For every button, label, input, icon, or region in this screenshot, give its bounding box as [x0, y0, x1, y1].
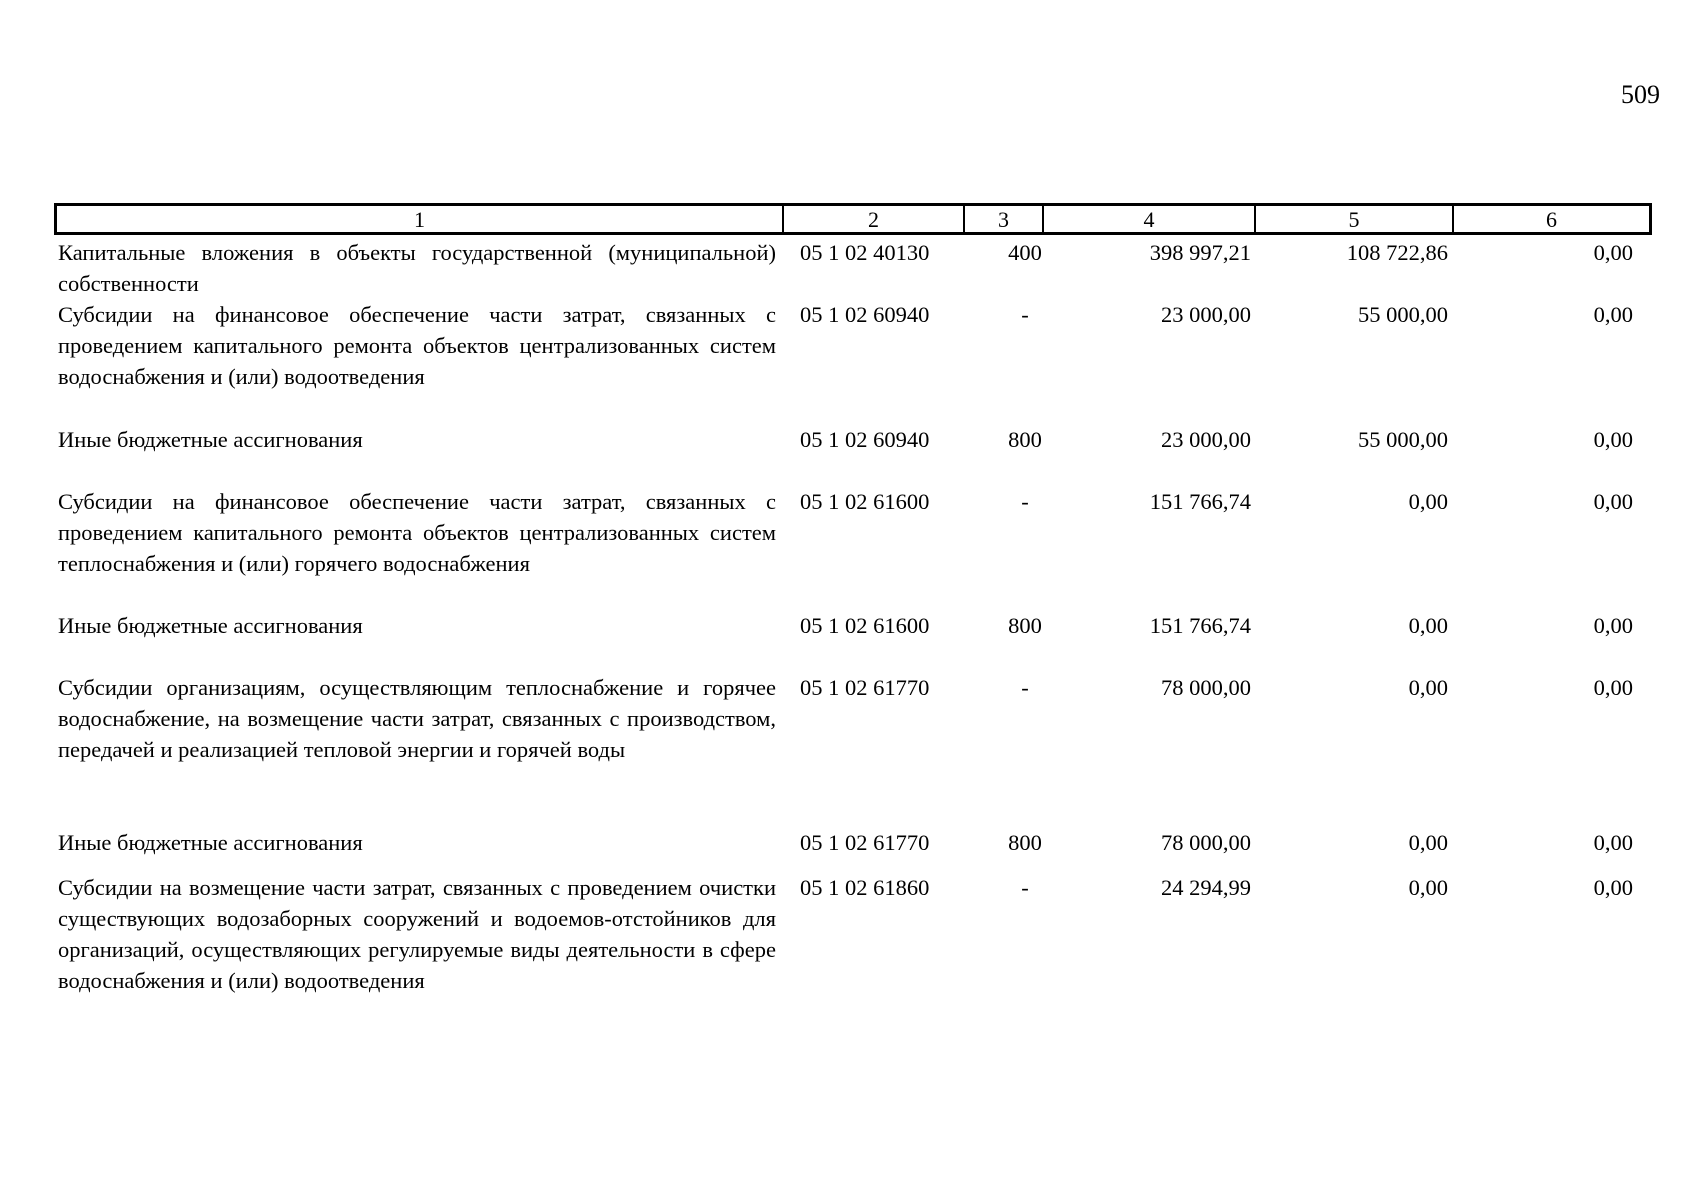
row-expense-type: 800 [1008, 427, 1042, 452]
row-amount-col4: 23 000,00 [1161, 427, 1251, 452]
row-amount-col4: 398 997,21 [1149, 240, 1251, 265]
row-amount-col6: 0,00 [1593, 302, 1633, 327]
row-description: Субсидии на возмещение части затрат, связанных с проведением очистки существующих водозаборных сооружений и водоемов-отстойников для организаций, осуществляющих регулируемые виды деятельности в сфере водоснабжения и (или) водоотведения [58, 875, 776, 993]
row-amount-col5: 0,00 [1408, 830, 1448, 855]
row-amount-col5: 55 000,00 [1358, 302, 1448, 327]
column-header-2: 2 [784, 206, 965, 232]
row-description: Субсидии организациям, осуществляющим теплоснабжение и горячее водоснабжение, на возмещение части затрат, связанных с производством, передачей и реализацией тепловой энергии и горячей воды [58, 675, 776, 762]
row-amount-col6: 0,00 [1593, 240, 1633, 265]
row-expense-type: 400 [1008, 240, 1042, 265]
page-number: 509 [1621, 80, 1660, 109]
row-amount-col5: 0,00 [1408, 613, 1448, 638]
row-code: 05 1 02 61600 [800, 613, 930, 638]
row-amount-col5: 55 000,00 [1358, 427, 1448, 452]
row-amount-col4: 24 294,99 [1161, 875, 1251, 900]
row-description: Иные бюджетные ассигнования [58, 427, 363, 452]
column-header-4: 4 [1044, 206, 1256, 232]
row-description: Субсидии на финансовое обеспечение части затрат, связанных с проведением капитального ремонта объектов централизованных систем теплоснабжения и (или) горячего водоснабжения [58, 489, 776, 576]
row-amount-col4: 78 000,00 [1161, 675, 1251, 700]
row-amount-col6: 0,00 [1593, 675, 1633, 700]
row-amount-col5: 0,00 [1408, 489, 1448, 514]
row-amount-col6: 0,00 [1593, 489, 1633, 514]
row-amount-col5: 0,00 [1408, 675, 1448, 700]
column-header-3: 3 [965, 206, 1044, 232]
row-amount-col6: 0,00 [1593, 875, 1633, 900]
row-expense-type: 800 [1008, 830, 1042, 855]
row-code: 05 1 02 60940 [800, 302, 930, 327]
row-amount-col5: 108 722,86 [1346, 240, 1448, 265]
row-code: 05 1 02 40130 [800, 240, 930, 265]
row-expense-type: - [1021, 875, 1029, 900]
row-expense-type: - [1021, 489, 1029, 514]
row-description: Иные бюджетные ассигнования [58, 830, 363, 855]
row-expense-type: - [1021, 302, 1029, 327]
row-expense-type: - [1021, 675, 1029, 700]
row-description: Капитальные вложения в объекты государственной (муниципальной) собственности [58, 240, 776, 296]
row-amount-col6: 0,00 [1593, 613, 1633, 638]
column-header-5: 5 [1256, 206, 1454, 232]
row-amount-col4: 23 000,00 [1161, 302, 1251, 327]
row-amount-col6: 0,00 [1593, 427, 1633, 452]
column-header-1: 1 [57, 206, 784, 232]
row-description: Субсидии на финансовое обеспечение части затрат, связанных с проведением капитального ремонта объектов централизованных систем водоснабжения и (или) водоотведения [58, 302, 776, 389]
row-amount-col6: 0,00 [1593, 830, 1633, 855]
row-code: 05 1 02 60940 [800, 427, 930, 452]
row-description: Иные бюджетные ассигнования [58, 613, 363, 638]
row-amount-col4: 151 766,74 [1149, 489, 1251, 514]
row-code: 05 1 02 61770 [800, 830, 930, 855]
column-header-6: 6 [1546, 207, 1557, 232]
table-header [54, 203, 1652, 235]
row-amount-col4: 151 766,74 [1149, 613, 1251, 638]
row-expense-type: 800 [1008, 613, 1042, 638]
row-code: 05 1 02 61770 [800, 675, 930, 700]
row-code: 05 1 02 61600 [800, 489, 930, 514]
row-amount-col5: 0,00 [1408, 875, 1448, 900]
row-code: 05 1 02 61860 [800, 875, 930, 900]
row-amount-col4: 78 000,00 [1161, 830, 1251, 855]
